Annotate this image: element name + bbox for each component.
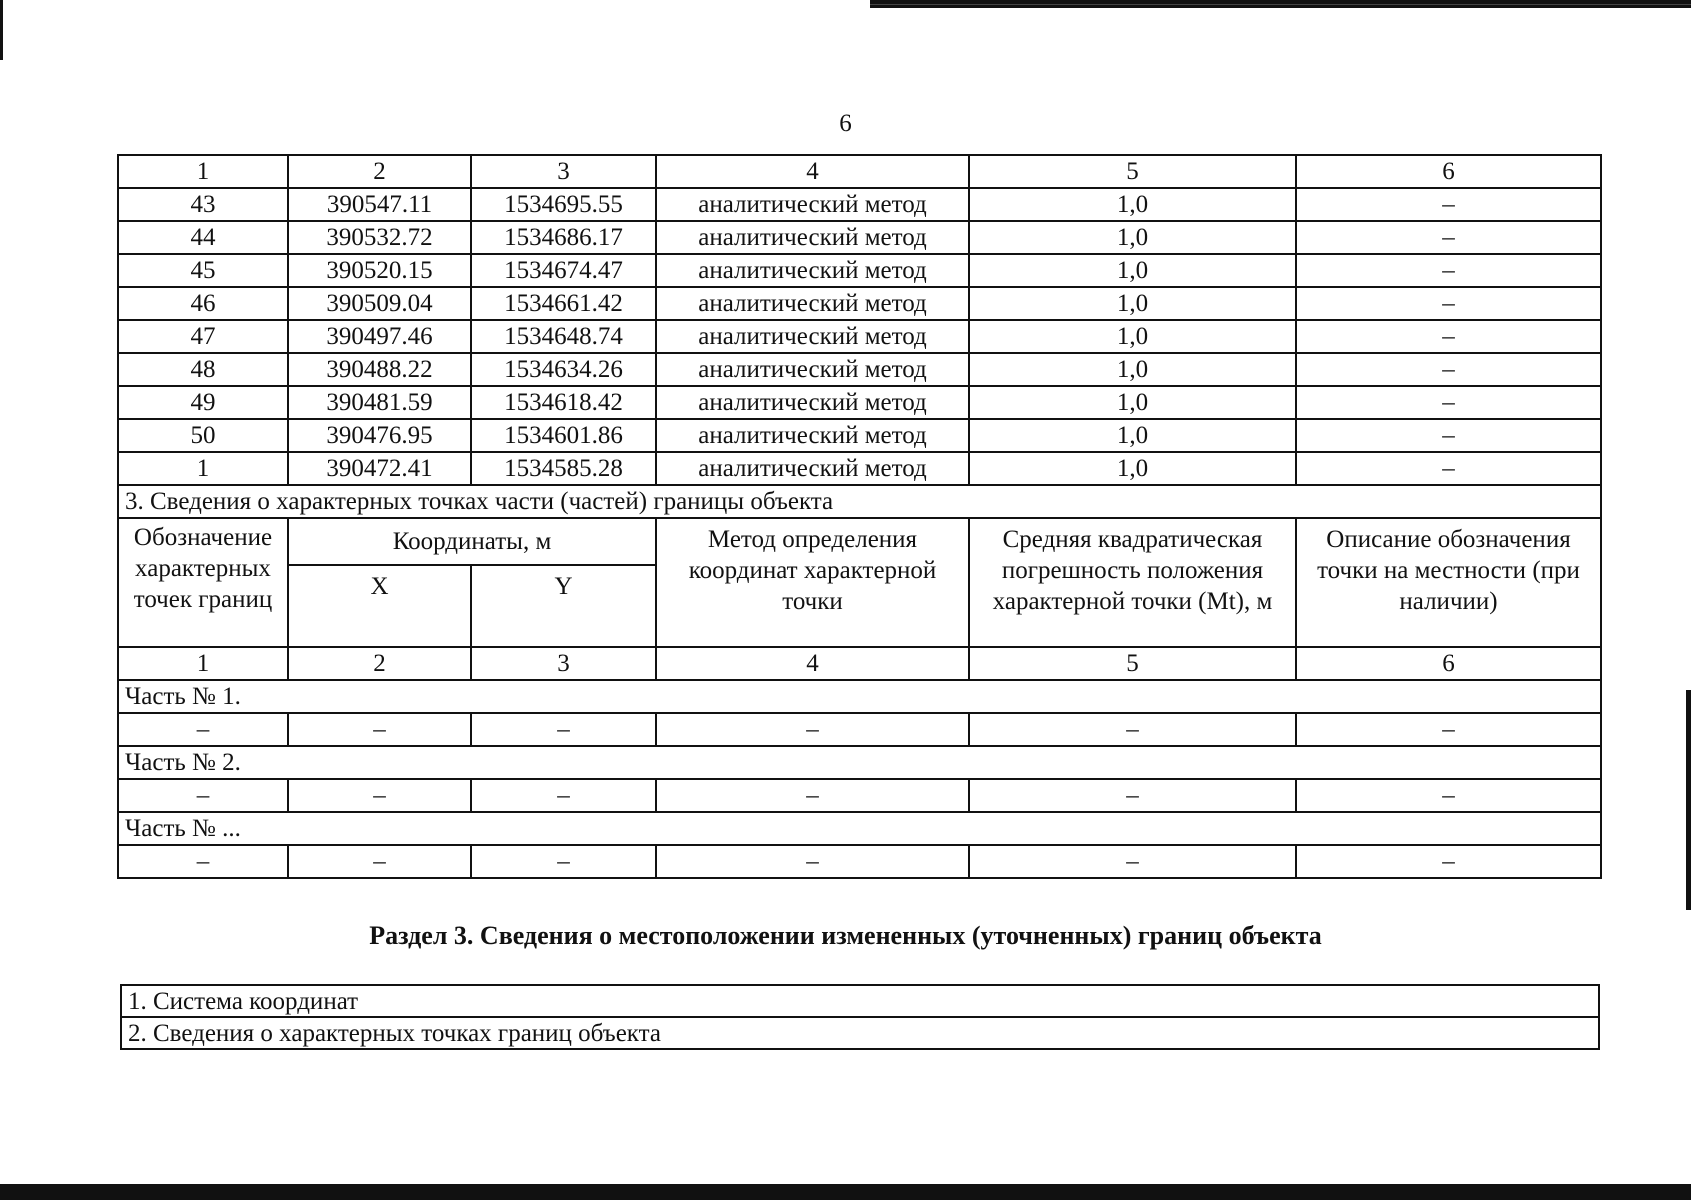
method-cell: аналитический метод <box>656 386 969 419</box>
y-coordinate-cell: 1534674.47 <box>471 254 656 287</box>
method-cell: аналитический метод <box>656 419 969 452</box>
header-row <box>118 518 1601 565</box>
table-row <box>121 1017 1599 1049</box>
description-header: Описание обозначения точки на местности (при наличии) <box>1296 518 1601 647</box>
table-row <box>118 779 1601 812</box>
empty-cell: – <box>288 713 471 746</box>
point-number-cell: 47 <box>118 320 288 353</box>
table-row <box>118 320 1601 353</box>
description-cell: – <box>1296 353 1601 386</box>
description-cell: – <box>1296 320 1601 353</box>
column-number-row <box>118 647 1601 680</box>
error-cell: 1,0 <box>969 287 1296 320</box>
description-cell: – <box>1296 188 1601 221</box>
column-number: 5 <box>969 647 1296 680</box>
table-row <box>118 221 1601 254</box>
point-number-cell: 45 <box>118 254 288 287</box>
y-coordinate-cell: 1534661.42 <box>471 287 656 320</box>
x-coordinate-cell: 390472.41 <box>288 452 471 485</box>
part-label-row <box>118 746 1601 779</box>
table-row <box>118 452 1601 485</box>
x-coordinate-cell: 390532.72 <box>288 221 471 254</box>
error-cell: 1,0 <box>969 386 1296 419</box>
y-coordinate-cell: 1534601.86 <box>471 419 656 452</box>
empty-cell: – <box>1296 845 1601 878</box>
point-number-cell: 44 <box>118 221 288 254</box>
method-cell: аналитический метод <box>656 254 969 287</box>
scan-border-top-line <box>870 4 1691 5</box>
y-coordinate-cell: 1534618.42 <box>471 386 656 419</box>
y-coordinate-cell: 1534634.26 <box>471 353 656 386</box>
error-cell: 1,0 <box>969 353 1296 386</box>
section-title: Раздел 3. Сведения о местоположении измененных (уточненных) границ объекта <box>369 921 1322 950</box>
table-row <box>118 386 1601 419</box>
method-cell: аналитический метод <box>656 287 969 320</box>
x-coordinate-cell: 390481.59 <box>288 386 471 419</box>
column-number: 4 <box>656 155 969 188</box>
column-number: 2 <box>288 155 471 188</box>
empty-cell: – <box>471 779 656 812</box>
error-cell: 1,0 <box>969 254 1296 287</box>
point-number-cell: 48 <box>118 353 288 386</box>
column-number: 6 <box>1296 155 1601 188</box>
error-cell: 1,0 <box>969 419 1296 452</box>
table-row <box>118 287 1601 320</box>
scan-border-bottom <box>0 1184 1691 1200</box>
method-header: Метод определения координат характерной точки <box>656 518 969 647</box>
empty-cell: – <box>656 779 969 812</box>
empty-cell: – <box>1296 713 1601 746</box>
y-header: Y <box>471 565 656 647</box>
table-row <box>118 188 1601 221</box>
section3-table <box>120 984 1600 1050</box>
column-number: 3 <box>471 647 656 680</box>
part-label: Часть № 1. <box>118 680 1601 713</box>
table-row <box>118 845 1601 878</box>
error-cell: 1,0 <box>969 221 1296 254</box>
table-row <box>121 985 1599 1017</box>
empty-cell: – <box>288 845 471 878</box>
y-coordinate-cell: 1534585.28 <box>471 452 656 485</box>
description-cell: – <box>1296 287 1601 320</box>
column-number-row <box>118 155 1601 188</box>
table-row <box>118 353 1601 386</box>
part-section-title: 3. Сведения о характерных точках части (частей) границы объекта <box>118 485 1601 518</box>
table-row <box>118 254 1601 287</box>
description-cell: – <box>1296 221 1601 254</box>
method-cell: аналитический метод <box>656 188 969 221</box>
description-cell: – <box>1296 452 1601 485</box>
error-cell: 1,0 <box>969 188 1296 221</box>
point-number-cell: 50 <box>118 419 288 452</box>
coordinates-header: Координаты, м <box>288 518 656 565</box>
empty-cell: – <box>1296 779 1601 812</box>
part-label: Часть № 2. <box>118 746 1601 779</box>
boundary-points-row: 2. Сведения о характерных точках границ объекта <box>121 1017 1599 1049</box>
empty-cell: – <box>288 779 471 812</box>
empty-cell: – <box>118 713 288 746</box>
method-cell: аналитический метод <box>656 221 969 254</box>
empty-cell: – <box>656 713 969 746</box>
column-number: 4 <box>656 647 969 680</box>
part-label: Часть № ... <box>118 812 1601 845</box>
method-cell: аналитический метод <box>656 452 969 485</box>
empty-cell: – <box>118 845 288 878</box>
empty-cell: – <box>969 713 1296 746</box>
part-label-row <box>118 680 1601 713</box>
table-row <box>118 419 1601 452</box>
empty-cell: – <box>118 779 288 812</box>
part-section-title-row <box>118 485 1601 518</box>
x-coordinate-cell: 390497.46 <box>288 320 471 353</box>
empty-cell: – <box>969 845 1296 878</box>
column-number: 2 <box>288 647 471 680</box>
y-coordinate-cell: 1534648.74 <box>471 320 656 353</box>
method-cell: аналитический метод <box>656 353 969 386</box>
boundary-points-table <box>117 154 1602 879</box>
error-header: Средняя квадратическая погрешность положения характерной точки (Mt), м <box>969 518 1296 647</box>
point-number-cell: 43 <box>118 188 288 221</box>
y-coordinate-cell: 1534686.17 <box>471 221 656 254</box>
point-number-cell: 46 <box>118 287 288 320</box>
description-cell: – <box>1296 386 1601 419</box>
empty-cell: – <box>656 845 969 878</box>
table-row <box>118 713 1601 746</box>
method-cell: аналитический метод <box>656 320 969 353</box>
empty-cell: – <box>969 779 1296 812</box>
column-number: 5 <box>969 155 1296 188</box>
empty-cell: – <box>471 845 656 878</box>
point-number-cell: 1 <box>118 452 288 485</box>
column-number: 3 <box>471 155 656 188</box>
description-cell: – <box>1296 254 1601 287</box>
description-cell: – <box>1296 419 1601 452</box>
x-header: X <box>288 565 471 647</box>
error-cell: 1,0 <box>969 452 1296 485</box>
column-number: 6 <box>1296 647 1601 680</box>
designation-header: Обозначение характерных точек границ <box>118 518 288 647</box>
x-coordinate-cell: 390547.11 <box>288 188 471 221</box>
y-coordinate-cell: 1534695.55 <box>471 188 656 221</box>
column-number: 1 <box>118 155 288 188</box>
x-coordinate-cell: 390488.22 <box>288 353 471 386</box>
x-coordinate-cell: 390476.95 <box>288 419 471 452</box>
point-number-cell: 49 <box>118 386 288 419</box>
column-number: 1 <box>118 647 288 680</box>
x-coordinate-cell: 390520.15 <box>288 254 471 287</box>
scan-border-left <box>0 0 3 60</box>
coordinate-system-row: 1. Система координат <box>121 985 1599 1017</box>
page-number: 6 <box>839 110 852 137</box>
scan-border-right <box>1686 690 1691 910</box>
error-cell: 1,0 <box>969 320 1296 353</box>
x-coordinate-cell: 390509.04 <box>288 287 471 320</box>
part-label-row <box>118 812 1601 845</box>
empty-cell: – <box>471 713 656 746</box>
